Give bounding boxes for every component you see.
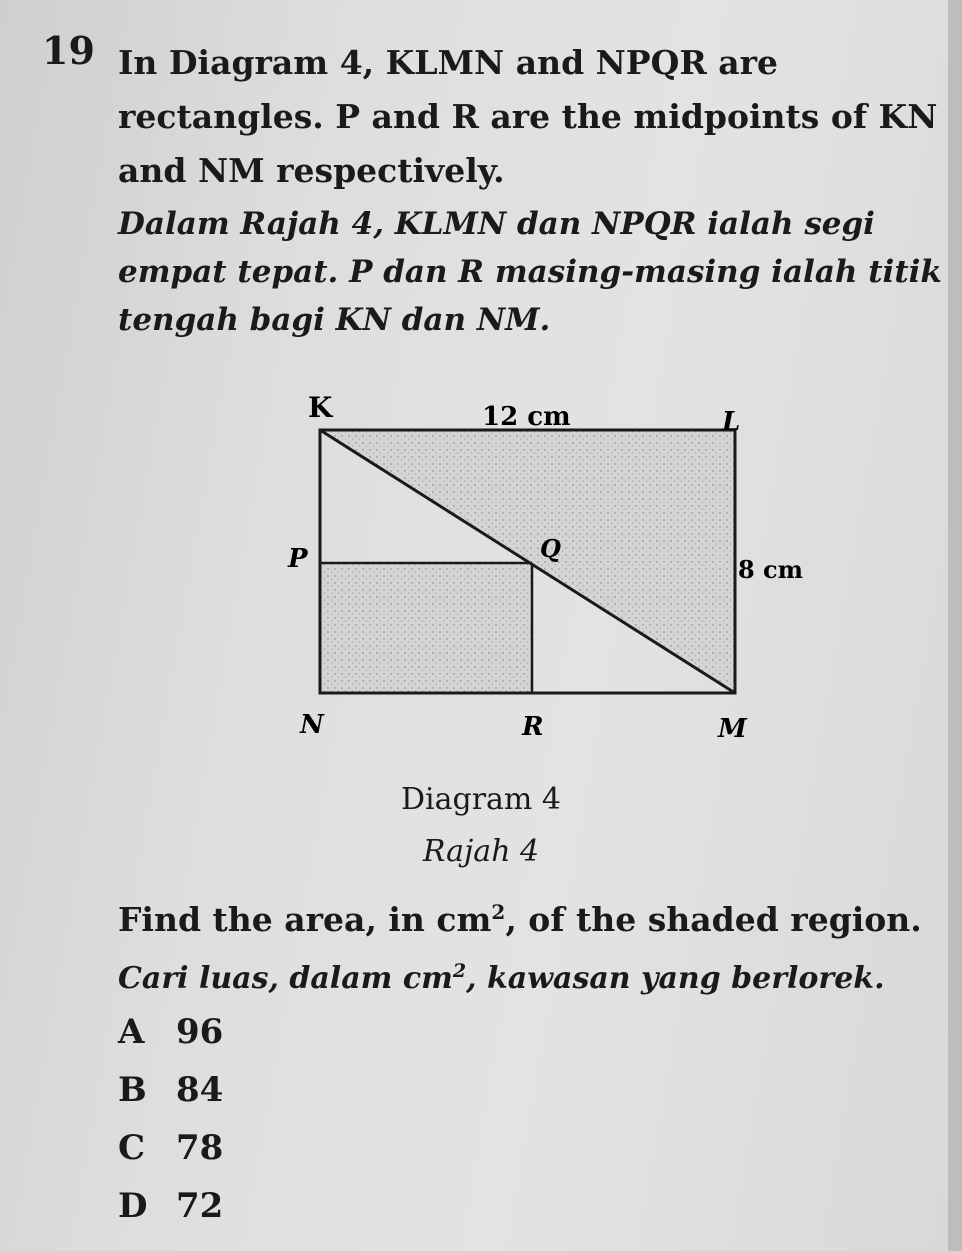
diagram-caption-english: Diagram 4	[400, 782, 562, 817]
option-d-letter: D	[118, 1186, 148, 1226]
label-q: Q	[540, 534, 561, 563]
stem-ms-line-2: empat tepat. P dan R masing-masing ialah titik	[118, 254, 942, 290]
label-l: L	[722, 407, 741, 437]
label-r: R	[522, 712, 544, 742]
option-a-letter: A	[118, 1012, 145, 1052]
stem-ms-line-3: tengah bagi KN dan NM.	[118, 302, 551, 338]
label-side-length: 8 cm	[738, 555, 804, 584]
prompt-en-end: , of the shaded region.	[505, 900, 922, 939]
label-top-length: 12 cm	[482, 402, 571, 432]
page-edge	[948, 0, 962, 1251]
question-number: 19	[42, 28, 95, 73]
label-m: M	[718, 714, 747, 744]
stem-en-line-2: rectangles. P and R are the midpoints of KN	[118, 97, 938, 136]
stem-en-line-1: In Diagram 4, KLMN and NPQR are	[118, 43, 779, 82]
label-n: N	[300, 710, 324, 740]
option-b[interactable]	[118, 1070, 223, 1110]
prompt-ms-end: , kawasan yang berlorek.	[466, 961, 885, 996]
question-stem-malay	[118, 200, 942, 344]
prompt-english	[118, 900, 922, 939]
option-b-value: 84	[176, 1070, 224, 1110]
prompt-ms-superscript: 2	[452, 960, 467, 982]
label-k: K	[308, 391, 333, 424]
option-a[interactable]	[118, 1012, 223, 1052]
label-p: P	[288, 544, 308, 574]
option-d-value: 72	[176, 1186, 224, 1226]
option-d[interactable]	[118, 1186, 223, 1226]
rectangle-diagram	[270, 385, 830, 765]
prompt-en-superscript: 2	[491, 900, 506, 924]
option-a-value: 96	[176, 1012, 224, 1052]
diagram-caption-malay: Rajah 4	[422, 834, 540, 869]
prompt-en-start: Find the area, in cm	[118, 900, 492, 939]
option-c[interactable]	[118, 1128, 223, 1168]
question-stem-english	[118, 36, 938, 198]
option-c-value: 78	[176, 1128, 224, 1168]
option-b-letter: B	[118, 1070, 147, 1110]
option-c-letter: C	[118, 1128, 146, 1168]
stem-en-line-3: and NM respectively.	[118, 151, 505, 190]
shaded-rectangle-npqr	[320, 563, 532, 693]
prompt-malay	[118, 960, 885, 996]
prompt-ms-start: Cari luas, dalam cm	[118, 961, 453, 996]
stem-ms-line-1: Dalam Rajah 4, KLMN dan NPQR ialah segi	[118, 206, 875, 242]
